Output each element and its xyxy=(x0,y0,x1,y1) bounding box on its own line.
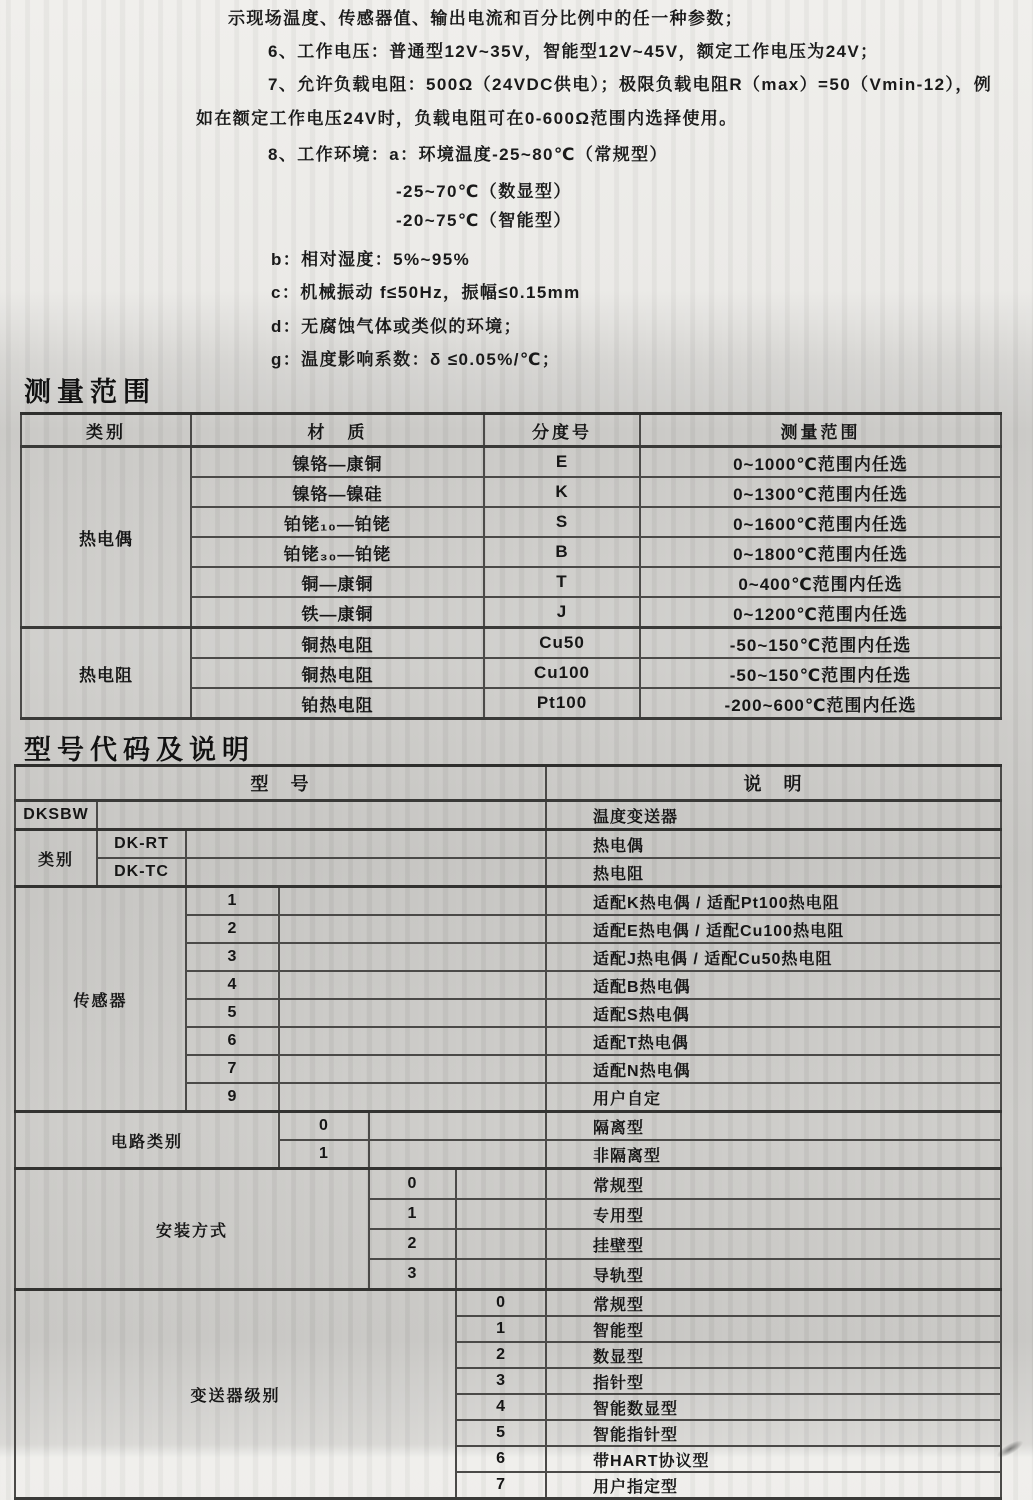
model-empty-cell xyxy=(279,943,546,971)
model-code-cell: 0 xyxy=(369,1169,456,1200)
table-row xyxy=(21,447,1001,478)
material-cell: 铜—康铜 xyxy=(191,567,484,597)
material-cell: 镍铬—镍硅 xyxy=(191,477,484,507)
model-desc-cell: 智能数显型 xyxy=(546,1394,1001,1420)
spec-line: 8、工作环境：a：环境温度-25~80℃（常规型） xyxy=(268,145,668,164)
material-cell: 铜热电阻 xyxy=(191,628,484,659)
column-header: 分度号 xyxy=(484,414,640,447)
model-desc-cell: 挂壁型 xyxy=(546,1229,1001,1259)
model-code-cell: 7 xyxy=(456,1472,546,1499)
column-header: 型 号 xyxy=(15,766,546,801)
table-row xyxy=(15,858,1001,887)
model-empty-cell xyxy=(369,1112,546,1141)
range-cell: 0~1000℃范围内任选 xyxy=(640,447,1001,478)
table-row xyxy=(15,830,1001,859)
graduation-cell: B xyxy=(484,537,640,567)
model-empty-cell xyxy=(186,858,546,887)
model-code-cell: 3 xyxy=(369,1259,456,1290)
model-code-table xyxy=(14,764,1002,1500)
spec-line: -20~75℃（智能型） xyxy=(396,211,572,230)
spec-line: 6、工作电压：普通型12V~35V，智能型12V~45V，额定工作电压为24V； xyxy=(268,42,879,61)
model-empty-cell xyxy=(279,915,546,943)
model-header-row xyxy=(15,766,1001,801)
table-row xyxy=(21,628,1001,659)
model-desc-cell: 隔离型 xyxy=(546,1112,1001,1141)
model-desc-cell: 常规型 xyxy=(546,1169,1001,1200)
measure-header-row xyxy=(21,414,1001,447)
material-cell: 铂铑₃₀—铂铑 xyxy=(191,537,484,567)
graduation-cell: T xyxy=(484,567,640,597)
model-code-cell: 5 xyxy=(456,1420,546,1446)
range-cell: 0~1600℃范围内任选 xyxy=(640,507,1001,537)
model-section-title: 型号代码及说明 xyxy=(24,735,255,765)
range-cell: 0~400℃范围内任选 xyxy=(640,567,1001,597)
model-code-cell: 2 xyxy=(456,1342,546,1368)
model-empty-cell xyxy=(186,830,546,859)
model-code-cell: 6 xyxy=(456,1446,546,1472)
range-cell: 0~1800℃范围内任选 xyxy=(640,537,1001,567)
model-empty-cell xyxy=(279,1083,546,1112)
model-empty-cell xyxy=(279,1027,546,1055)
model-empty-cell xyxy=(456,1199,546,1229)
range-cell: -50~150℃范围内任选 xyxy=(640,628,1001,659)
model-desc-cell: 温度变送器 xyxy=(546,801,1001,830)
model-desc-cell: 热电偶 xyxy=(546,830,1001,859)
model-empty-cell xyxy=(456,1259,546,1290)
graduation-cell: Cu50 xyxy=(484,628,640,659)
model-empty-cell xyxy=(279,999,546,1027)
model-desc-cell: 常规型 xyxy=(546,1290,1001,1317)
model-code-cell: 3 xyxy=(186,943,279,971)
range-cell: 0~1200℃范围内任选 xyxy=(640,597,1001,628)
column-header: 类别 xyxy=(21,414,191,447)
model-code-cell: 6 xyxy=(186,1027,279,1055)
range-cell: -200~600℃范围内任选 xyxy=(640,688,1001,719)
table-row xyxy=(15,1290,1001,1317)
model-desc-cell: 专用型 xyxy=(546,1199,1001,1229)
model-desc-cell: 用户自定 xyxy=(546,1083,1001,1112)
model-code-cell: 1 xyxy=(186,887,279,916)
model-code-cell: 9 xyxy=(186,1083,279,1112)
model-empty-cell xyxy=(456,1169,546,1200)
spec-line: 7、允许负载电阻：500Ω（24VDC供电）；极限负载电阻R（max）=50（Vmin-12），例 xyxy=(268,75,993,94)
graduation-cell: Cu100 xyxy=(484,658,640,688)
column-header: 说 明 xyxy=(546,766,1001,801)
measure-section-title: 测量范围 xyxy=(24,377,156,407)
model-code-cell: 1 xyxy=(456,1316,546,1342)
model-desc-cell: 智能型 xyxy=(546,1316,1001,1342)
spec-line: 如在额定工作电压24V时，负载电阻可在0-600Ω范围内选择使用。 xyxy=(196,109,738,128)
model-desc-cell: 适配B热电偶 xyxy=(546,971,1001,999)
model-label-cell: 传感器 xyxy=(15,887,186,1112)
table-row xyxy=(15,801,1001,830)
graduation-cell: E xyxy=(484,447,640,478)
model-empty-cell xyxy=(97,801,546,830)
graduation-cell: J xyxy=(484,597,640,628)
material-cell: 铁—康铜 xyxy=(191,597,484,628)
model-desc-cell: 适配T热电偶 xyxy=(546,1027,1001,1055)
model-empty-cell xyxy=(279,887,546,916)
graduation-cell: S xyxy=(484,507,640,537)
model-code-cell: DK-TC xyxy=(97,858,186,887)
table-row xyxy=(15,1112,1001,1141)
spec-line: -25~70℃（数显型） xyxy=(396,182,572,201)
category-cell: 热电阻 xyxy=(21,628,191,719)
model-desc-cell: 适配K热电偶 / 适配Pt100热电阻 xyxy=(546,887,1001,916)
model-code-cell: 7 xyxy=(186,1055,279,1083)
model-label-cell: 类别 xyxy=(15,830,97,887)
model-code-cell: 2 xyxy=(186,915,279,943)
model-desc-cell: 适配J热电偶 / 适配Cu50热电阻 xyxy=(546,943,1001,971)
spec-line: c：机械振动 f≤50Hz，振幅≤0.15mm xyxy=(271,283,581,302)
model-empty-cell xyxy=(369,1140,546,1169)
model-code-cell: 2 xyxy=(369,1229,456,1259)
model-code-cell: 3 xyxy=(456,1368,546,1394)
range-cell: -50~150℃范围内任选 xyxy=(640,658,1001,688)
spec-line: g：温度影响系数：δ ≤0.05%/℃； xyxy=(271,350,561,369)
model-code-cell: 1 xyxy=(279,1140,369,1169)
model-label-cell: 电路类别 xyxy=(15,1112,279,1169)
model-code-cell: 4 xyxy=(186,971,279,999)
model-desc-cell: 智能指针型 xyxy=(546,1420,1001,1446)
model-desc-cell: 导轨型 xyxy=(546,1259,1001,1290)
graduation-cell: Pt100 xyxy=(484,688,640,719)
model-desc-cell: 非隔离型 xyxy=(546,1140,1001,1169)
model-desc-cell: 指针型 xyxy=(546,1368,1001,1394)
model-desc-cell: 适配E热电偶 / 适配Cu100热电阻 xyxy=(546,915,1001,943)
table-row xyxy=(15,887,1001,916)
category-cell: 热电偶 xyxy=(21,447,191,628)
model-desc-cell: 适配S热电偶 xyxy=(546,999,1001,1027)
spec-line: d：无腐蚀气体或类似的环境； xyxy=(271,317,522,336)
material-cell: 铜热电阻 xyxy=(191,658,484,688)
model-code-cell: 0 xyxy=(456,1290,546,1317)
model-empty-cell xyxy=(279,971,546,999)
graduation-cell: K xyxy=(484,477,640,507)
model-desc-cell: 带HART协议型 xyxy=(546,1446,1001,1472)
model-desc-cell: 数显型 xyxy=(546,1342,1001,1368)
model-code-cell: 0 xyxy=(279,1112,369,1141)
material-cell: 镍铬—康铜 xyxy=(191,447,484,478)
measure-table xyxy=(20,412,1002,720)
material-cell: 铂热电阻 xyxy=(191,688,484,719)
model-empty-cell xyxy=(279,1055,546,1083)
model-desc-cell: 适配N热电偶 xyxy=(546,1055,1001,1083)
model-code-cell: 1 xyxy=(369,1199,456,1229)
table-row xyxy=(15,1169,1001,1200)
spec-line: 示现场温度、传感器值、输出电流和百分比例中的任一种参数； xyxy=(228,9,744,28)
model-code-cell: 4 xyxy=(456,1394,546,1420)
range-cell: 0~1300℃范围内任选 xyxy=(640,477,1001,507)
model-code-cell: DK-RT xyxy=(97,830,186,859)
model-label-cell: 变送器级别 xyxy=(15,1290,456,1499)
model-code-cell: DKSBW xyxy=(15,801,97,830)
model-code-cell: 5 xyxy=(186,999,279,1027)
material-cell: 铂铑₁₀—铂铑 xyxy=(191,507,484,537)
model-empty-cell xyxy=(456,1229,546,1259)
spec-line: b：相对湿度：5%~95% xyxy=(271,250,471,269)
column-header: 测量范围 xyxy=(640,414,1001,447)
model-desc-cell: 用户指定型 xyxy=(546,1472,1001,1499)
model-desc-cell: 热电阻 xyxy=(546,858,1001,887)
model-label-cell: 安装方式 xyxy=(15,1169,369,1290)
column-header: 材 质 xyxy=(191,414,484,447)
